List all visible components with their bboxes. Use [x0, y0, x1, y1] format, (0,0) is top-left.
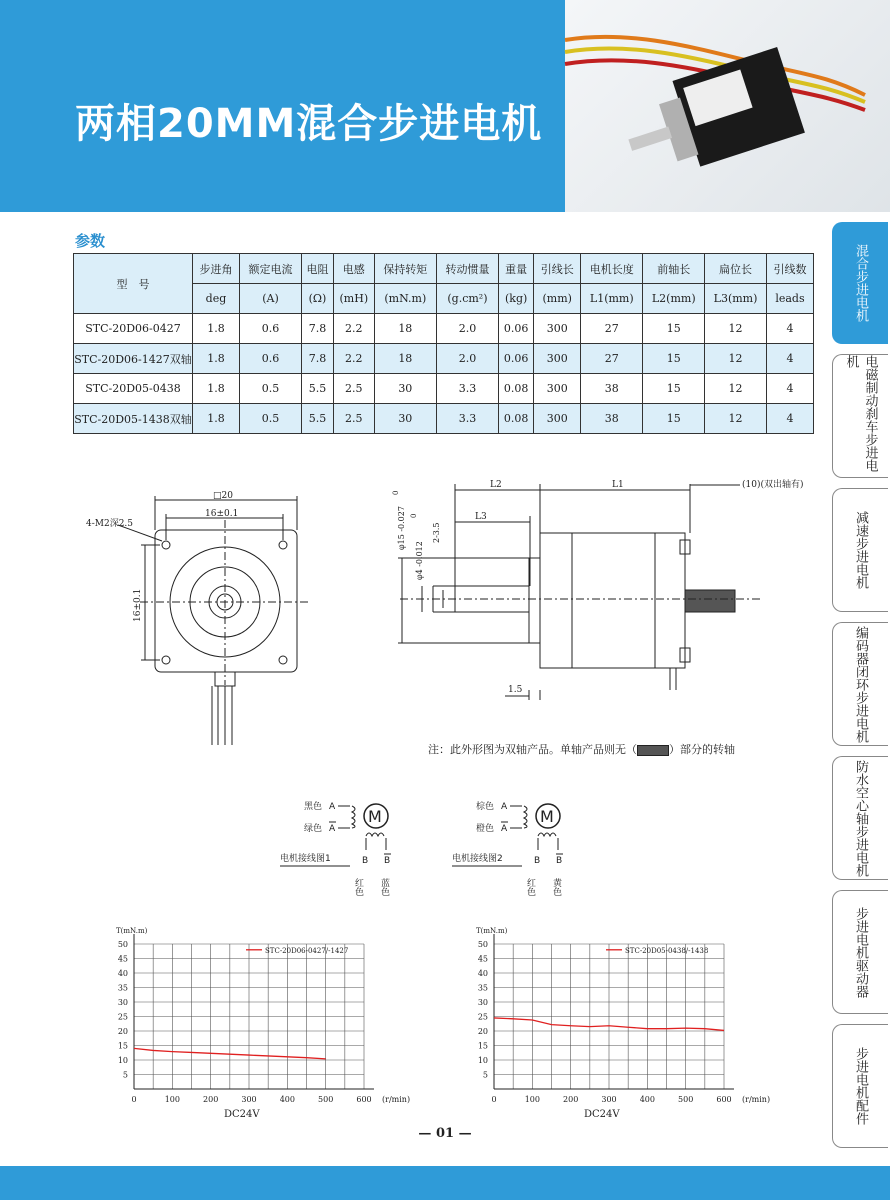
pin-abar: A [501, 824, 508, 834]
unit-header: (mm) [534, 284, 581, 314]
unit-header: leads [766, 284, 813, 314]
pin-a: A [329, 802, 336, 812]
y-tick-label: 45 [477, 954, 488, 964]
table-cell: 0.6 [239, 314, 301, 344]
wire-a-color: 棕色 [476, 802, 495, 812]
table-cell: 38 [581, 404, 643, 434]
table-cell: 7.8 [302, 344, 334, 374]
table-cell: 2.2 [333, 344, 374, 374]
table-cell: 5.5 [302, 374, 334, 404]
table-cell: 1.8 [193, 374, 240, 404]
pin-b: B [362, 856, 369, 866]
wire-abar-color: 绿色 [304, 824, 323, 834]
col-header: 引线数 [766, 254, 813, 284]
x-tick-label: 300 [601, 1095, 617, 1104]
y-tick-label: 25 [117, 1012, 128, 1022]
x-axis-label: (r/min) [742, 1095, 771, 1104]
y-tick-label: 5 [482, 1070, 488, 1080]
x-axis-label: (r/min) [382, 1095, 411, 1104]
y-tick-label: 40 [477, 969, 488, 978]
wire-b-color: 红色 [525, 878, 535, 896]
pin-a: A [501, 802, 508, 812]
table-cell: 4 [766, 374, 813, 404]
x-tick-label: 500 [318, 1095, 334, 1104]
table-cell: 4 [766, 314, 813, 344]
y-tick-label: 50 [117, 940, 128, 949]
table-cell: 30 [374, 374, 436, 404]
chart-caption: DC24V [224, 1109, 260, 1120]
dim-flange-dia-top: 0 [392, 490, 400, 495]
note-text: 注：此外形图为双轴产品。单轴产品则无（ [428, 743, 637, 756]
unit-header: deg [193, 284, 240, 314]
table-cell: 1.8 [193, 404, 240, 434]
table-cell: 2.5 [333, 404, 374, 434]
dim-shaft-dia: φ4 -0.012 [415, 541, 424, 580]
x-tick-label: 0 [491, 1095, 497, 1104]
side-tab[interactable]: 电磁制动刹车步进电机 [832, 354, 888, 478]
x-tick-label: 0 [131, 1095, 137, 1104]
unit-header: (Ω) [302, 284, 334, 314]
table-cell: 300 [534, 404, 581, 434]
y-tick-label: 35 [477, 983, 488, 993]
col-header: 保持转矩 [374, 254, 436, 284]
x-tick-label: 200 [203, 1095, 219, 1104]
wire-bbar-color: 蓝色 [379, 878, 389, 896]
unit-header: (mH) [333, 284, 374, 314]
model-cell: STC-20D05-0438 [74, 374, 193, 404]
table-cell: 15 [643, 404, 705, 434]
chart-caption: DC24V [584, 1109, 620, 1120]
col-header: 电机长度 [581, 254, 643, 284]
y-axis-label: T(mN.m) [476, 927, 508, 935]
table-cell: 3.3 [436, 374, 498, 404]
motor-symbol: M [368, 807, 382, 826]
wiring-label: 电机接线图1 [280, 854, 331, 864]
wiring-diagram-2 [452, 800, 563, 896]
note-tail: ）部分的转轴 [669, 743, 735, 756]
table-cell: 1.8 [193, 314, 240, 344]
table-cell: 300 [534, 314, 581, 344]
wiring-label: 电机接线图2 [452, 854, 503, 864]
motor-symbol: M [540, 807, 554, 826]
wire-b-color: 红色 [353, 878, 363, 896]
y-tick-label: 5 [122, 1070, 128, 1080]
col-header: 电感 [333, 254, 374, 284]
unit-header: L2(mm) [643, 284, 705, 314]
torque-chart-2 [470, 925, 770, 1120]
side-tab[interactable]: 混合步进电机 [832, 222, 888, 344]
table-cell: 2.0 [436, 344, 498, 374]
table-cell: 300 [534, 374, 581, 404]
pin-bbar: B [384, 856, 391, 866]
table-cell: 12 [705, 404, 767, 434]
section-title: 参数 [75, 232, 106, 250]
dim-flange-thk: 1.5 [508, 685, 523, 695]
y-tick-label: 10 [477, 1056, 488, 1065]
table-cell: 18 [374, 344, 436, 374]
col-header: 引线长 [534, 254, 581, 284]
torque-chart-1 [110, 925, 411, 1120]
table-cell: 12 [705, 374, 767, 404]
table-cell: 4 [766, 344, 813, 374]
table-cell: 3.3 [436, 404, 498, 434]
legend-label: STC-20D06-0427/-1427 [265, 946, 349, 955]
x-tick-label: 500 [678, 1095, 694, 1104]
table-cell: 0.08 [499, 374, 534, 404]
table-cell: 18 [374, 314, 436, 344]
x-tick-label: 100 [164, 1095, 180, 1104]
dim-hole-v: 16±0.1 [133, 588, 143, 622]
table-cell: 7.8 [302, 314, 334, 344]
pin-abar: A [329, 824, 336, 834]
x-tick-label: 400 [639, 1095, 655, 1104]
model-cell: STC-20D06-0427 [74, 314, 193, 344]
table-cell: 300 [534, 344, 581, 374]
side-tab[interactable]: 防水空心轴步进电机 [832, 756, 888, 880]
table-cell: 38 [581, 374, 643, 404]
side-tab[interactable]: 减速步进电机 [832, 488, 888, 612]
col-header: 转动惯量 [436, 254, 498, 284]
x-tick-label: 600 [356, 1095, 372, 1104]
unit-header: L1(mm) [581, 284, 643, 314]
y-tick-label: 30 [117, 998, 128, 1007]
col-header: 重量 [499, 254, 534, 284]
y-tick-label: 45 [117, 954, 128, 964]
legend-label: STC-20D05-0438/-1438 [625, 946, 709, 955]
table-cell: 12 [705, 344, 767, 374]
table-cell: 1.8 [193, 344, 240, 374]
unit-header: (g.cm²) [436, 284, 498, 314]
table-cell: 15 [643, 314, 705, 344]
wire-a-color: 黑色 [304, 802, 323, 812]
table-cell: 0.06 [499, 344, 534, 374]
y-tick-label: 15 [477, 1041, 488, 1051]
table-cell: 27 [581, 344, 643, 374]
page-title: 两相20MM混合步进电机 [75, 101, 543, 147]
x-tick-label: 200 [563, 1095, 579, 1104]
table-cell: 15 [643, 344, 705, 374]
table-cell: 2.0 [436, 314, 498, 344]
dim-flange-dia: φ15 -0.027 [397, 506, 406, 550]
dim-holes: 4-M2深2.5 [86, 519, 134, 529]
dim-rear-shaft: (10)(双出轴有) [742, 480, 804, 490]
col-header: 步进角 [193, 254, 240, 284]
page-number: — 01 — [418, 1126, 472, 1141]
dim-size: □20 [213, 491, 233, 501]
table-cell: 2.2 [333, 314, 374, 344]
col-header: 前轴长 [643, 254, 705, 284]
side-tab[interactable]: 步进电机驱动器 [832, 890, 888, 1014]
wire-bbar-color: 黄色 [551, 878, 561, 896]
model-cell: STC-20D06-1427双轴 [74, 344, 193, 374]
col-header: 额定电流 [239, 254, 301, 284]
unit-header: (A) [239, 284, 301, 314]
table-cell: 4 [766, 404, 813, 434]
y-tick-label: 20 [477, 1027, 488, 1036]
y-tick-label: 25 [477, 1012, 488, 1022]
table-cell: 15 [643, 374, 705, 404]
table-cell: 0.5 [239, 404, 301, 434]
x-tick-label: 300 [241, 1095, 257, 1104]
x-tick-label: 600 [716, 1095, 732, 1104]
unit-header: (kg) [499, 284, 534, 314]
table-cell: 0.06 [499, 314, 534, 344]
table-cell: 2.5 [333, 374, 374, 404]
dim-flat: 2-3.5 [432, 522, 441, 543]
pin-bbar: B [556, 856, 563, 866]
y-tick-label: 35 [117, 983, 128, 993]
y-axis-label: T(mN.m) [116, 927, 148, 935]
table-cell: 30 [374, 404, 436, 434]
table-cell: 27 [581, 314, 643, 344]
y-tick-label: 40 [117, 969, 128, 978]
dim-l2: L2 [490, 480, 502, 490]
unit-header: (mN.m) [374, 284, 436, 314]
table-cell: 5.5 [302, 404, 334, 434]
unit-header: L3(mm) [705, 284, 767, 314]
y-tick-label: 50 [477, 940, 488, 949]
side-tab[interactable]: 步进电机配件 [832, 1024, 888, 1148]
y-tick-label: 30 [477, 998, 488, 1007]
table-cell: 0.6 [239, 344, 301, 374]
dim-l3: L3 [475, 512, 487, 522]
col-header: 扁位长 [705, 254, 767, 284]
y-tick-label: 10 [117, 1056, 128, 1065]
y-tick-label: 15 [117, 1041, 128, 1051]
side-tab[interactable]: 编码器闭环步进电机 [832, 622, 888, 746]
x-tick-label: 100 [524, 1095, 540, 1104]
dim-hole-h: 16±0.1 [205, 509, 239, 519]
wire-abar-color: 橙色 [476, 824, 495, 834]
model-header: 型 号 [74, 254, 193, 314]
table-cell: 0.08 [499, 404, 534, 434]
dim-l1: L1 [612, 480, 624, 490]
pin-b: B [534, 856, 541, 866]
footer-bar [0, 1166, 890, 1200]
model-cell: STC-20D05-1438双轴 [74, 404, 193, 434]
table-cell: 12 [705, 314, 767, 344]
dim-shaft-dia-top: 0 [410, 513, 418, 518]
col-header: 电阻 [302, 254, 334, 284]
x-tick-label: 400 [279, 1095, 295, 1104]
table-cell: 0.5 [239, 374, 301, 404]
y-tick-label: 20 [117, 1027, 128, 1036]
wiring-diagram-1 [280, 800, 391, 896]
